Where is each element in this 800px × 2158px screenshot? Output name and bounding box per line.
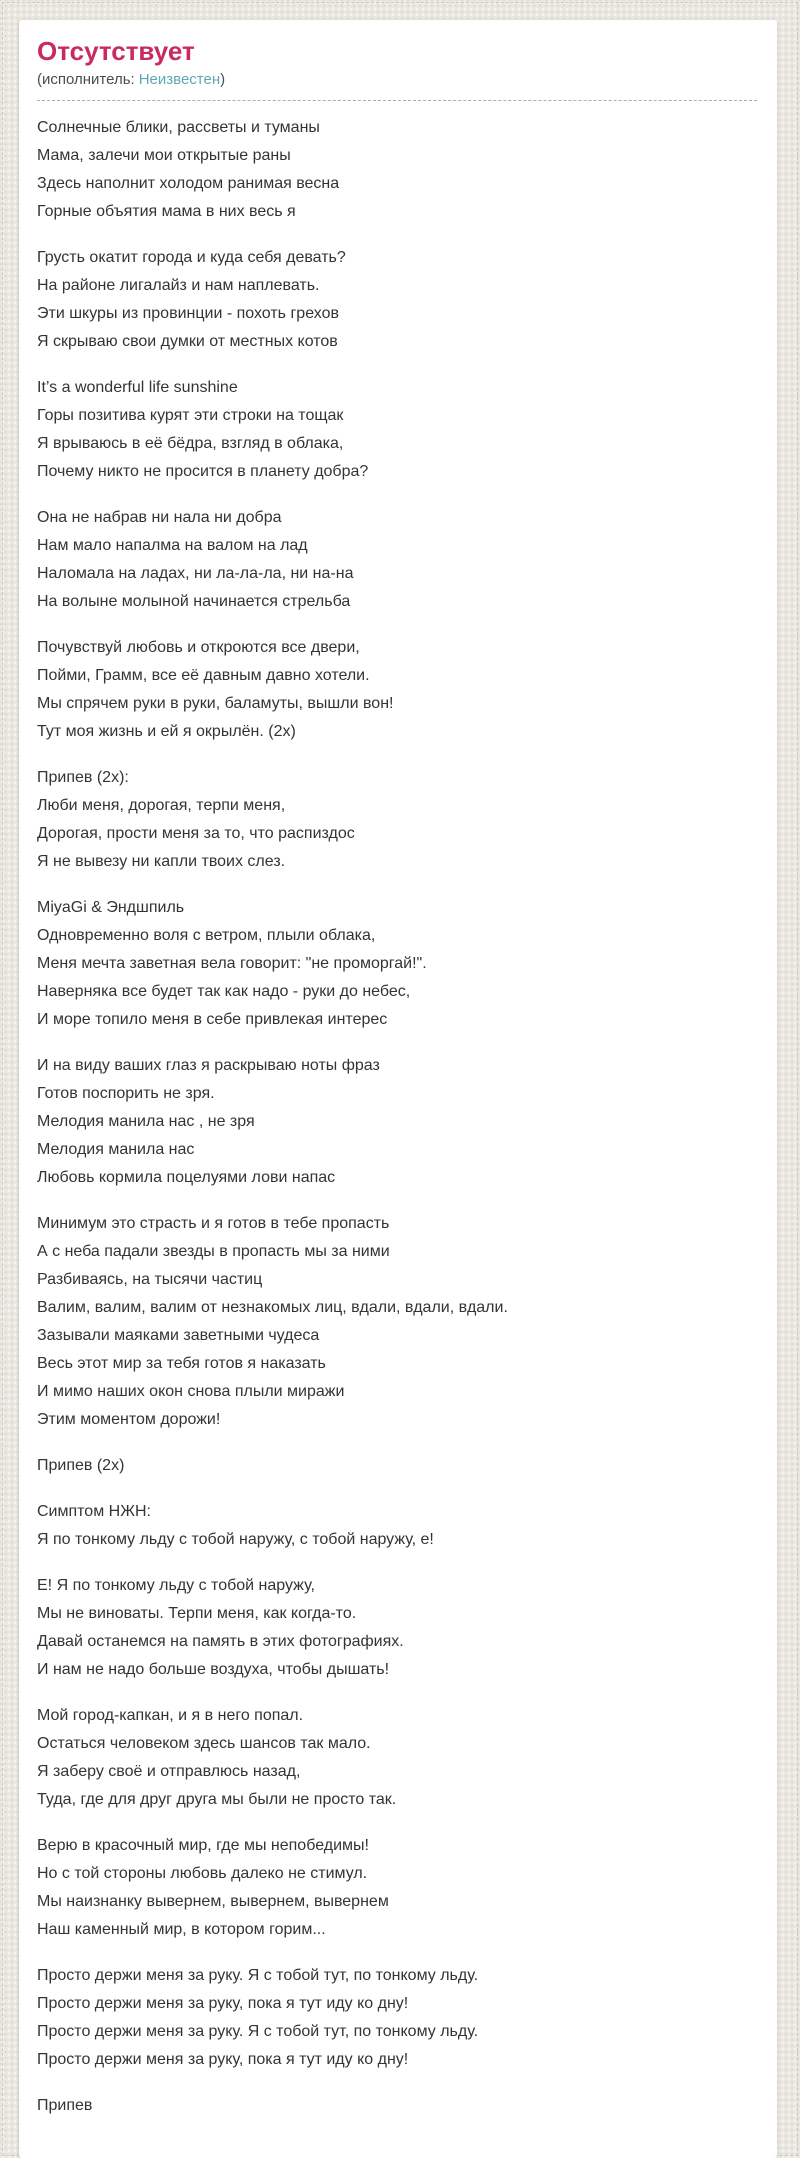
lyric-line: Давай останемся на память в этих фотографиях. — [37, 1633, 404, 1650]
lyric-line: Минимум это страсть и я готов в тебе пропасть — [37, 1215, 390, 1232]
verse — [37, 764, 757, 876]
lyric-line: Тут моя жизнь и ей я окрылён. (2x) — [37, 723, 296, 740]
lyric-line: Я не вывезу ни капли твоих слез. — [37, 853, 286, 870]
lyric-line: Почему никто не просится в планету добра? — [37, 463, 369, 480]
lyric-line: MiyaGi & Эндшпиль — [37, 899, 185, 916]
lyric-line: Зазывали маяками заветными чудеса — [37, 1327, 320, 1344]
lyric-line: Наломала на ладах, ни ла-ла-ла, ни на-на — [37, 565, 354, 582]
lyrics-card — [19, 20, 777, 2158]
lyric-line: Остаться человеком здесь шансов так мало. — [37, 1735, 371, 1752]
artist-line — [37, 70, 757, 101]
lyric-line: Разбиваясь, на тысячи частиц — [37, 1271, 263, 1288]
lyric-line: Припев (2x) — [37, 1457, 125, 1474]
verse — [37, 504, 757, 616]
lyric-line: Я по тонкому льду с тобой наружу, с тобой наружу, е! — [37, 1531, 434, 1548]
verse — [37, 1210, 757, 1434]
lyric-line: А с неба падали звезды в пропасть мы за ними — [37, 1243, 390, 1260]
lyric-line: Валим, валим, валим от незнакомых лиц, вдали, вдали, вдали. — [37, 1299, 508, 1316]
lyric-line: Симптом НЖН: — [37, 1503, 151, 1520]
lyric-line: И нам не надо больше воздуха, чтобы дышать! — [37, 1661, 390, 1678]
lyric-line: Я заберу своё и отправлюсь назад, — [37, 1763, 301, 1780]
lyric-line: Этим моментом дорожи! — [37, 1411, 221, 1428]
lyric-line: Мама, залечи мои открытые раны — [37, 147, 291, 164]
lyric-line: Мы спрячем руки в руки, баламуты, вышли вон! — [37, 695, 394, 712]
lyric-line: Эти шкуры из провинции - похоть грехов — [37, 305, 339, 322]
lyric-line: Просто держи меня за руку. Я с тобой тут, по тонкому льду. — [37, 2023, 479, 2040]
lyric-line: Мы не виноваты. Терпи меня, как когда-то. — [37, 1605, 357, 1622]
artist-link[interactable]: Неизвестен — [138, 71, 221, 88]
lyric-line: И море топило меня в себе привлекая интерес — [37, 1011, 388, 1028]
lyric-line: Горные объятия мама в них весь я — [37, 203, 296, 220]
lyric-line: Просто держи меня за руку, пока я тут иду ко дну! — [37, 2051, 409, 2068]
artist-label: (исполнитель: — [37, 71, 135, 88]
lyric-line: Любовь кормила поцелуями лови напас — [37, 1169, 336, 1186]
verse — [37, 114, 757, 226]
lyric-line: Наверняка все будет так как надо - руки до небес, — [37, 983, 411, 1000]
lyric-line: Меня мечта заветная вела говорит: "не проморгай!". — [37, 955, 427, 972]
lyric-line: Горы позитива курят эти строки на тощак — [37, 407, 344, 424]
lyric-line: Готов поспорить не зря. — [37, 1085, 215, 1102]
lyric-line: Просто держи меня за руку, пока я тут иду ко дну! — [37, 1995, 409, 2012]
lyric-line: На волыне молыной начинается стрельба — [37, 593, 351, 610]
lyric-line: Мелодия манила нас , не зря — [37, 1113, 255, 1130]
verse — [37, 1498, 757, 1554]
lyric-line: Она не набрав ни нала ни добра — [37, 509, 282, 526]
lyric-line: Здесь наполнит холодом ранимая весна — [37, 175, 340, 192]
song-title: Отсутствует — [37, 36, 195, 66]
verse — [37, 1452, 757, 1480]
verse — [37, 2092, 757, 2120]
verse — [37, 634, 757, 746]
lyric-line: На районе лигалайз и нам наплевать. — [37, 277, 320, 294]
lyric-line: Припев (2x): — [37, 769, 129, 786]
verse — [37, 1702, 757, 1814]
lyric-line: И на виду ваших глаз я раскрываю ноты фраз — [37, 1057, 380, 1074]
lyric-line: Туда, где для друг друга мы были не просто так. — [37, 1791, 397, 1808]
lyric-line: It’s a wonderful life sunshine — [37, 379, 238, 396]
verse — [37, 374, 757, 486]
lyric-line: Грусть окатит города и куда себя девать? — [37, 249, 346, 266]
lyric-line: Мы наизнанку вывернем, вывернем, вывернем — [37, 1893, 389, 1910]
lyric-line: Мой город-капкан, и я в него попал. — [37, 1707, 304, 1724]
lyric-line: Я скрываю свои думки от местных котов — [37, 333, 338, 350]
lyric-line: Одновременно воля с ветром, плыли облака, — [37, 927, 376, 944]
lyric-line: Припев — [37, 2097, 93, 2114]
verse — [37, 1832, 757, 1944]
verse — [37, 1572, 757, 1684]
lyric-line: Весь этот мир за тебя готов я наказать — [37, 1355, 326, 1372]
lyric-line: Просто держи меня за руку. Я с тобой тут, по тонкому льду. — [37, 1967, 479, 1984]
artist-suffix: ) — [220, 71, 226, 88]
lyric-line: Мелодия манила нас — [37, 1141, 195, 1158]
lyric-line: Солнечные блики, рассветы и туманы — [37, 119, 320, 136]
lyrics — [37, 114, 757, 2120]
verse — [37, 1962, 757, 2074]
verse — [37, 1052, 757, 1192]
verse — [37, 244, 757, 356]
lyric-line: Но с той стороны любовь далеко не стимул. — [37, 1865, 368, 1882]
lyric-line: Пойми, Грамм, все её давным давно хотели. — [37, 667, 370, 684]
lyric-line: Е! Я по тонкому льду с тобой наружу, — [37, 1577, 315, 1594]
lyric-line: Наш каменный мир, в котором горим... — [37, 1921, 326, 1938]
lyric-line: Я врываюсь в её бёдра, взгляд в облака, — [37, 435, 344, 452]
lyric-line: Почувствуй любовь и откроются все двери, — [37, 639, 360, 656]
lyric-line: Дорогая, прости меня за то, что распиздос — [37, 825, 355, 842]
lyric-line: Нам мало напалма на валом на лад — [37, 537, 308, 554]
lyric-line: Верю в красочный мир, где мы непобедимы! — [37, 1837, 369, 1854]
lyric-line: Люби меня, дорогая, терпи меня, — [37, 797, 286, 814]
lyric-line: И мимо наших окон снова плыли миражи — [37, 1383, 345, 1400]
verse — [37, 894, 757, 1034]
